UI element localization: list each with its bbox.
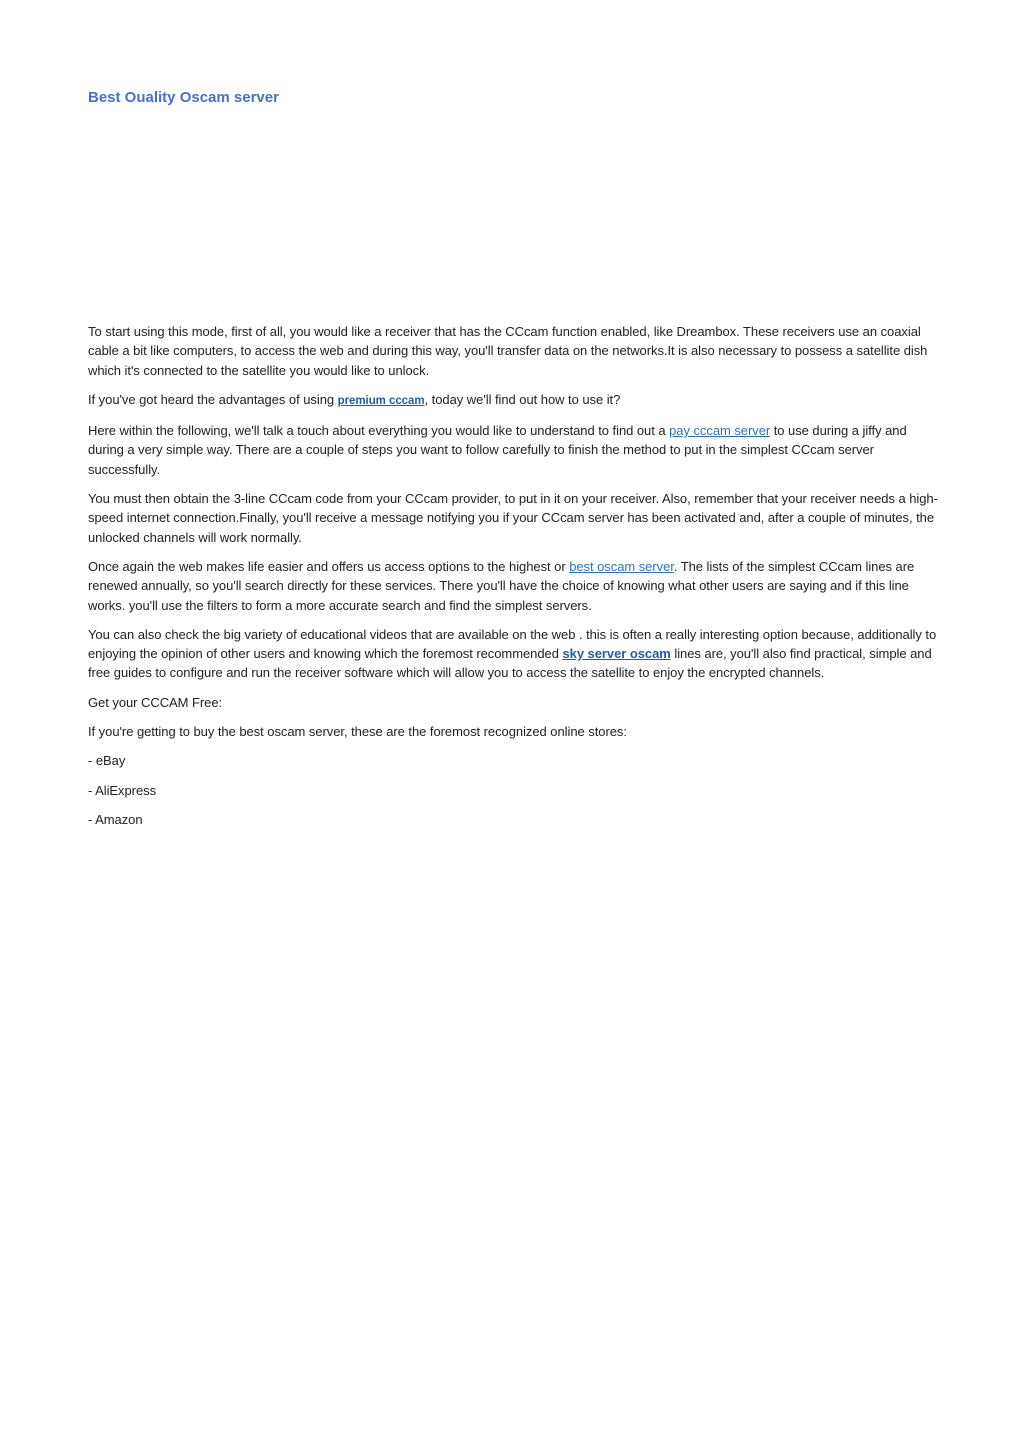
store-item-aliexpress: - AliExpress [88, 782, 157, 798]
paragraph-code: You must then obtain the 3-line CCcam code from your CCcam provider, to put in it on your receiver. Also, remember that your receiver needs a high-speed internet connection.Finally, you'll receive a message notifying you if your CCcam server has been activated and, after a couple of minutes, the unlocked channels will work normally. [88, 491, 938, 545]
paragraph-text: If you've got heard the advantages of using [88, 391, 338, 407]
best-oscam-server-link[interactable]: best oscam server [569, 558, 674, 574]
paragraph-web [88, 557, 940, 615]
paragraph-intro: To start using this mode, first of all, you would like a receiver that has the CCcam function enabled, like Dreambox. These receivers use an coaxial cable a bit like computers, to access the web and during this way, you'll transfer data on the networks.It is also necessary to possess a satellite dish which it's connected to the satellite you would like to unlock. [88, 324, 928, 378]
paragraph-text: Once again the web makes life easier and offers us access options to the highest or [88, 558, 570, 574]
sky-server-oscam-link[interactable]: sky server oscam [562, 646, 671, 662]
pay-cccam-server-link[interactable]: pay cccam server [669, 423, 771, 439]
paragraph-text: lines are, you'll also find practical, simple and free guides to configure and run the receiver software which will allow you to access the satellite to enjoy the encrypted channels. [88, 646, 932, 681]
paragraph-stores: If you're getting to buy the best oscam server, these are the foremost recognized online stores: [88, 724, 627, 740]
paragraph-advantages [88, 390, 940, 411]
store-item-amazon: - Amazon [88, 811, 143, 827]
paragraph-text: . The lists of the simplest CCcam lines are renewed annually, so you'll search directly for these services. There you'll have the choice of knowing what other users are saying and if this line works. you'll use the filters to form a more accurate search and find the simplest servers. [88, 558, 915, 613]
document-title: Best Ouality Oscam server [88, 89, 279, 106]
paragraph-free: Get your CCCAM Free: [88, 694, 223, 710]
store-item-ebay: - eBay [88, 753, 126, 769]
premium-cccam-link[interactable]: premium cccam [337, 394, 425, 407]
paragraph-text: , today we'll find out how to use it? [424, 391, 621, 407]
paragraph-steps [88, 421, 940, 479]
document-body [88, 322, 940, 839]
paragraph-text: to use during a jiffy and during a very simple way. There are a couple of steps you want to follow carefully to finish the method to put in the simplest CCcam server successfully. [88, 423, 907, 477]
blank-image-area [88, 118, 936, 314]
paragraph-videos [88, 625, 940, 683]
paragraph-text: Here within the following, we'll talk a touch about everything you would like to understand to find out a [88, 423, 670, 439]
paragraph-text: You can also check the big variety of educational videos that are available on the web . this is often a really interesting option because, additionally to enjoying the opinion of other users and knowing which the foremost recommended [88, 626, 937, 662]
